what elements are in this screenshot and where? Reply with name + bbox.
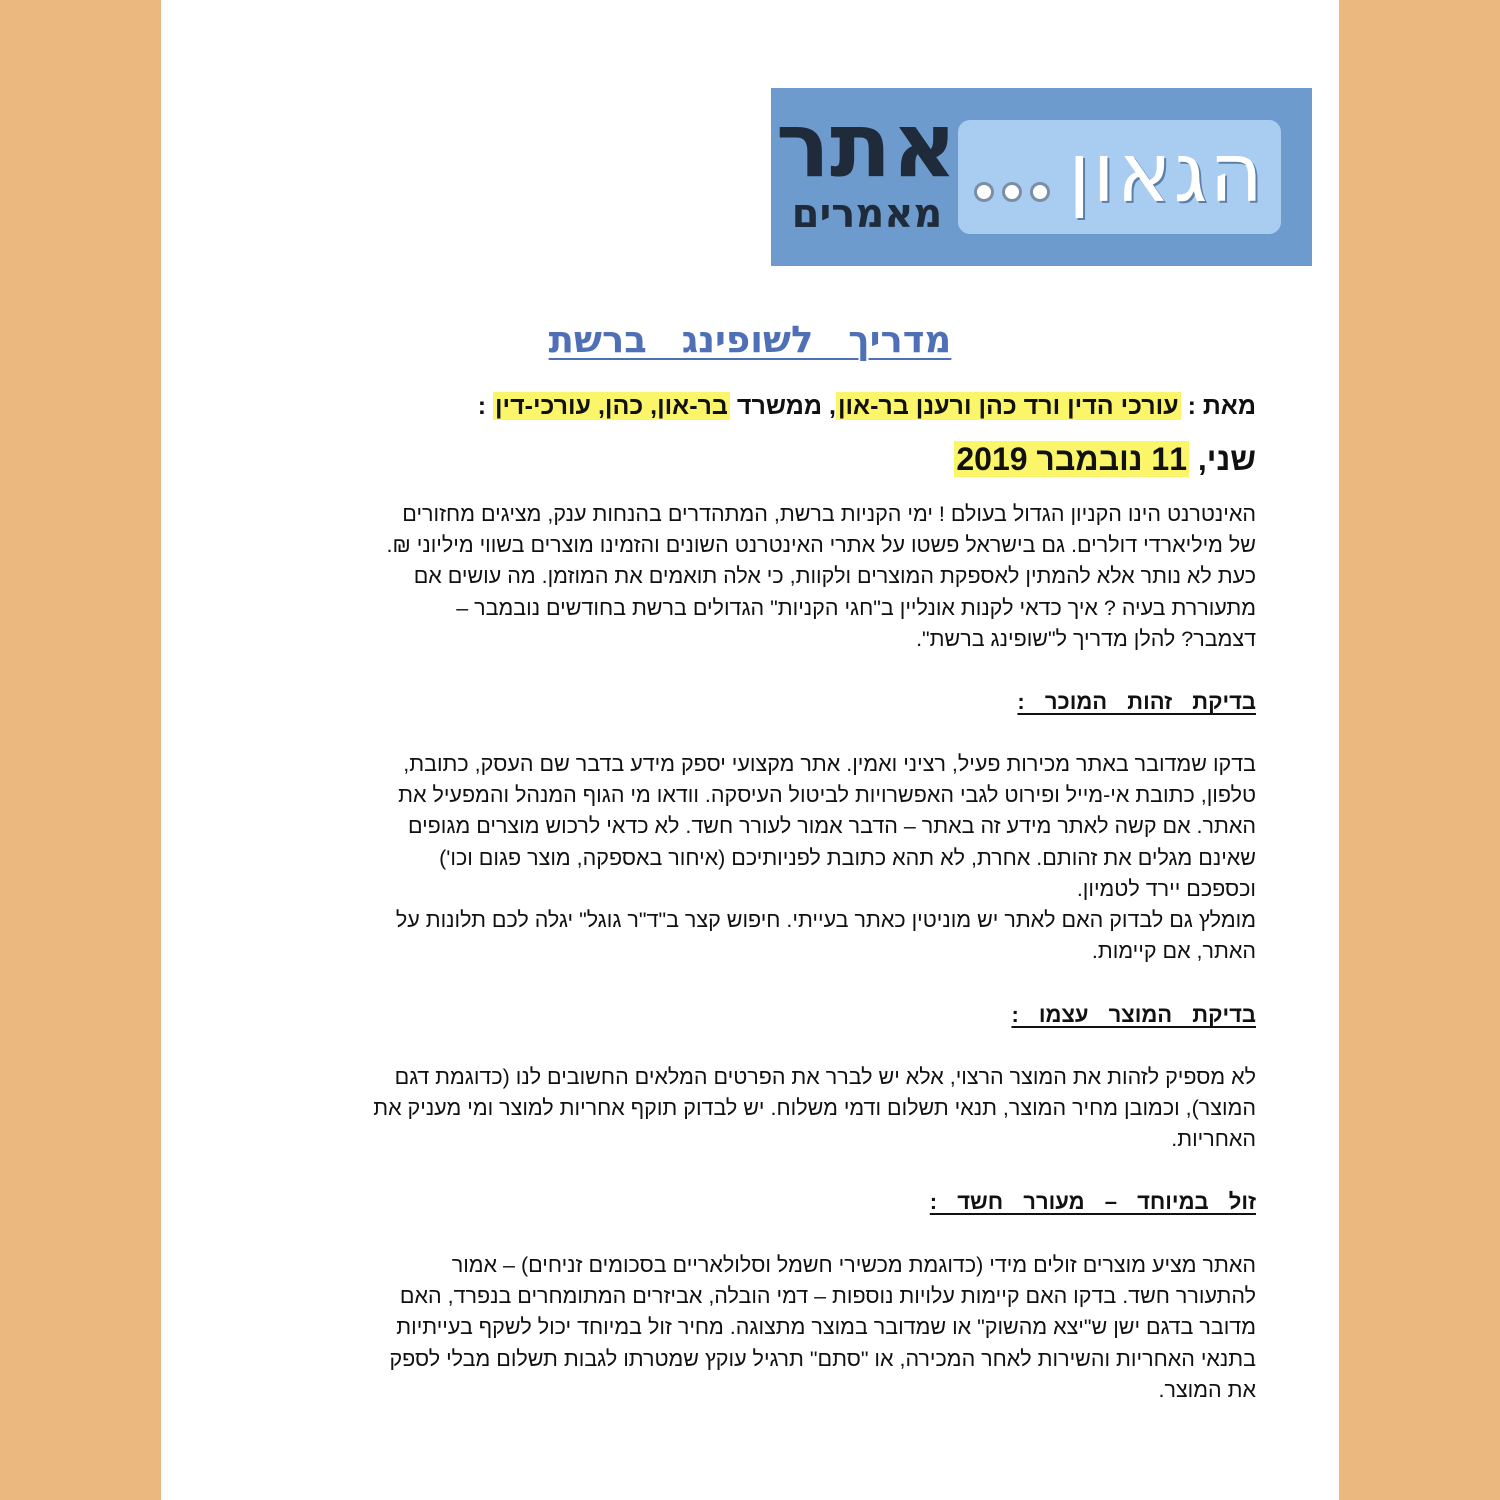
paragraph-line: מדובר בדגם ישן ש"יצא מהשוק" או שמדובר במוצר מתצוגה. מחיר זול במיוחד יכול לשקף בעייתיות — [396, 1315, 1256, 1340]
logo-word: אתר — [775, 93, 957, 198]
intro-paragraph — [387, 499, 1256, 655]
paragraph-line: לא מספיק לזהות את המוצר הרצוי, אלא יש לברר את הפרטים המלאים החשובים לנו (כדוגמת דגם — [394, 1065, 1256, 1089]
paragraph-line: האתר מציע מוצרים זולים מידי (כדוגמת מכשירי חשמל וסלולאריים בסכומים זניחים) – אמור — [451, 1253, 1256, 1277]
logo-name-panel — [958, 120, 1281, 234]
document-page — [161, 0, 1339, 1500]
paragraph-line: בתנאי האחריות והשירות לאחר המכירה, או "סתם" תרגיל עוקץ שמטרתו לגבות תשלום מבלי לספק — [389, 1346, 1256, 1371]
site-logo — [771, 88, 1312, 266]
paragraph-line: האחריות. — [1171, 1127, 1256, 1152]
author-office-label: , ממשרד — [736, 392, 836, 420]
author-line — [478, 389, 1256, 423]
paragraph-line: האינטרנט הינו הקניון הגדול בעולם ! ימי הקניות ברשת, המתהדרים בהנחות ענק, מציגים מחזורים — [402, 502, 1256, 526]
paragraph-line: טלפון, כתובת אי-מייל ופירוט לגבי האפשרויות לביטול העיסקה. וודאו מי הגוף המנהל והמפעיל את — [398, 783, 1256, 808]
author-office-name: בר-און, כהן, עורכי-דין — [495, 392, 728, 420]
section-product-paragraph — [373, 1062, 1256, 1156]
paragraph-line: את המוצר. — [1158, 1377, 1256, 1402]
logo-subtitle: מאמרים — [791, 191, 943, 237]
date-value: 11 נובמבר 2019 — [956, 441, 1187, 477]
author-lawyers: עורכי הדין ורד כהן ורענן בר-און — [837, 392, 1179, 420]
section-heading-product: בדיקת המוצר עצמו : — [1011, 1002, 1256, 1027]
paragraph-line: כעת לא נותר אלא להמתין לאספקת המוצרים ולקוות, כי אלה תואמים את המוזמן. מה עושים אם — [413, 564, 1256, 589]
date-line — [954, 437, 1256, 481]
paragraph-line: מתעוררת בעיה ? איך כדאי לקנות אונליין ב"חגי הקניות" הגדולים ברשת בחודשים נובמבר – — [456, 595, 1256, 620]
document-title-wrap — [161, 318, 1339, 361]
paragraph-line: דצמבר? להלן מדריך ל"שופינג ברשת". — [916, 626, 1256, 651]
author-suffix: : — [477, 392, 487, 420]
author-prefix: מאת : — [1187, 392, 1256, 420]
document-title: מדריך לשופינג ברשת — [548, 318, 952, 361]
paragraph-line: של מיליארדי דולרים. גם בישראל פשטו על אתרי האינטרנט השונים והזמינו מוצרים בשווי מיליוני ₪. — [386, 533, 1256, 558]
date-prefix: שני, — [1197, 441, 1256, 477]
section-seller-paragraph — [396, 749, 1256, 967]
section-heading-cheap: זול במיוחד – מעורר חשד : — [929, 1189, 1256, 1214]
paragraph-line: המוצר), וכמובן מחיר המוצר, תנאי תשלום ודמי משלוח. יש לבדוק תוקף אחריות למוצר ומי מעניק את — [373, 1096, 1256, 1121]
paragraph-line: מומלץ גם לבדוק האם לאתר יש מוניטין כאתר בעייתי. חיפוש קצר ב"ד"ר גוגל" יגלה לכם תלונות על — [395, 908, 1256, 933]
paragraph-line: בדקו שמדובר באתר מכירות פעיל, רציני ואמין. אתר מקצועי יספק מידע בדבר שם העסק, כתובת, — [403, 752, 1256, 776]
logo-name: הגאון — [1068, 126, 1265, 221]
paragraph-line: שאינם מגלים את זהותם. אחרת, לא תהא כתובת לפניותיכם (איחור באספקה, מוצר פגום וכו') — [439, 845, 1256, 870]
paragraph-line: האתר, אם קיימות. — [1091, 939, 1256, 964]
paragraph-line: וכספכם יירד לטמיון. — [1076, 876, 1256, 901]
paragraph-line: להתעורר חשד. בדקו האם קיימות עלויות נוספות – דמי הובלה, אביזרים המתומחרים בנפרד, האם — [399, 1284, 1256, 1309]
paragraph-line: האתר. אם קשה לאתר מידע זה באתר – הדבר אמור לעורר חשד. לא כדאי לרכוש מוצרים מגופים — [407, 814, 1256, 839]
logo-dots-icon — [974, 182, 1050, 202]
section-cheap-paragraph — [389, 1250, 1256, 1406]
section-heading-seller: בדיקת זהות המוכר : — [1017, 689, 1256, 714]
